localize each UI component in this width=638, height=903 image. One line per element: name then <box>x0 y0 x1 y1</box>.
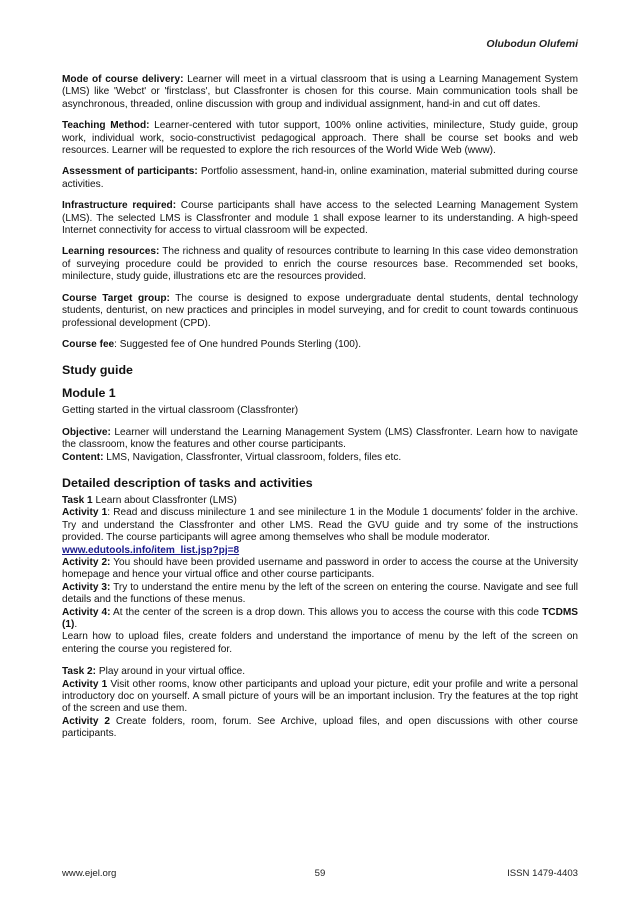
task2-activity1 <box>62 679 578 716</box>
task2-label: Task 2: <box>62 666 97 678</box>
resources-label: Learning resources: <box>62 246 160 258</box>
task1-activity4-text: At the center of the screen is a drop down. This allows you to access the course with this code <box>110 606 543 618</box>
task2-activity2-text: Create folders, room, forum. See Archive, upload files, and open discussions with other course participants. <box>62 715 578 740</box>
content-label: Content: <box>62 451 104 463</box>
footer-page-number: 59 <box>314 868 326 879</box>
task1-activity1-label: Activity 1 <box>62 507 108 519</box>
task1-activity4 <box>62 607 578 632</box>
task2-paragraph <box>62 666 578 678</box>
course-code-end: . <box>74 619 78 630</box>
task1-activity2-text: You should have been provided username and password in order to access the course at the University homepage and hence your virtual office and other course participants. <box>62 556 578 581</box>
content-text: LMS, Navigation, Classfronter, Virtual classroom, folders, files etc. <box>103 451 402 463</box>
infrastructure-text: Course participants shall have access to the selected Learning Management System (LMS). The selected LMS is Classfronter and module 1 shall expose learner to its understanding. A high-speed Internet connectivity for access to virtual classroom will be expected. <box>62 200 578 237</box>
fee-text: : Suggested fee of One hundred Pounds Sterling (100). <box>114 338 362 350</box>
task1-note: Learn how to upload files, create folders and understand the importance of menu by the left of the screen on entering the course you registered for. <box>62 631 578 655</box>
edutools-link[interactable]: www.edutools.info/item_list.jsp?pj=8 <box>62 544 240 556</box>
page <box>62 0 578 903</box>
teaching-paragraph <box>62 120 578 157</box>
course-code: TCDMS (1) <box>62 606 578 630</box>
infrastructure-paragraph <box>62 200 578 237</box>
task2-activity1-label: Activity 1 <box>62 678 108 690</box>
content-paragraph <box>62 452 578 464</box>
resources-text: The richness and quality of resources contribute to learning In this case video demonstration of surveying procedure could be provided to enrich the course resources base. Recommended set books, minilecture, study guide, illustrations etc are the resources provided. <box>62 246 578 283</box>
objective-paragraph <box>62 427 578 452</box>
study-guide-heading: Study guide <box>62 363 133 378</box>
task2-activity2 <box>62 716 578 741</box>
delivery-text: Learner will meet in a virtual classroom that is using a Learning Management System (LMS) like 'Webct' or 'firstclass', but Classfronter is chosen for this course. Main communication tools shall be asynchronous, threaded, online discussion with group and individual assignment, hand-in and cut off dates. <box>62 74 578 110</box>
infrastructure-label: Infrastructure required: <box>62 200 177 212</box>
task1-text: Learn about Classfronter (LMS) <box>92 494 237 506</box>
module-intro: Getting started in the virtual classroom (Classfronter) <box>62 405 299 417</box>
task2-activity2-label: Activity 2 <box>62 715 110 727</box>
task1-paragraph <box>62 495 578 507</box>
objective-text: Learner will understand the Learning Management System (LMS) Classfronter. Learn how to navigate the classroom, know the features and other course participants. <box>62 426 578 451</box>
task1-activity3-text: Try to understand the entire menu by the left of the screen on entering the course. Navigate and see full details and the functions of these menus. <box>62 581 579 606</box>
resources-paragraph <box>62 246 578 283</box>
assessment-paragraph <box>62 166 578 191</box>
fee-label: Course fee <box>62 338 115 350</box>
document-body <box>62 74 578 750</box>
fee-paragraph <box>62 339 578 351</box>
footer-website: www.ejel.org <box>62 868 117 879</box>
teaching-label: Teaching Method: <box>62 120 150 132</box>
task2-activity1-text: Visit other rooms, know other participants and upload your picture, edit your profile and write a personal introductory doc on yourself. A small picture of yours will be an important inclusion. Try the features at the top right of the screen and use them. <box>62 678 578 715</box>
task1-activity1-text: : Read and discuss minilecture 1 and see minilecture 1 in the Module 1 documents' folder in the archive. Try and understand the Classfronter and other LMS. Read the GVU guide and try some of the instructions provided. The course participants will agree among themselves who shall be module moderator. <box>62 507 578 544</box>
teaching-text: Learner-centered with tutor support, 100% online activities, minilecture, Study guide, group work, individual work, socio-constructivist pedagogical approach. There shall be course set books and web resources. Learner will be requested to explore the rich resources of the World Wide Web (www). <box>62 120 578 157</box>
objective-label: Objective: <box>62 426 111 438</box>
task2-text: Play around in your virtual office. <box>96 666 246 678</box>
tasks-heading: Detailed description of tasks and activities <box>62 475 313 490</box>
module-heading: Module 1 <box>62 386 116 401</box>
task1-label: Task 1 <box>62 494 93 506</box>
task1-activity2 <box>62 557 578 582</box>
footer-issn: ISSN 1479-4403 <box>507 868 578 879</box>
task1-activity3 <box>62 582 578 607</box>
task1-activity4-label: Activity 4: <box>62 606 111 618</box>
task1-activity2-label: Activity 2: <box>62 556 111 568</box>
target-label: Course Target group: <box>62 292 170 304</box>
running-header-author: Olubodun Olufemi <box>486 38 578 50</box>
task1-activity1 <box>62 507 578 557</box>
task1-activity3-label: Activity 3: <box>62 581 111 593</box>
target-text: The course is designed to expose undergraduate dental students, dental technology students, denturist, on new practices and principles in model surveying, and for credit to count towards continuous professional development (CPD). <box>62 292 578 329</box>
delivery-paragraph <box>62 74 578 111</box>
assessment-text: Portfolio assessment, hand-in, online examination, material submitted during course activities. <box>62 166 579 190</box>
delivery-label: Mode of course delivery: <box>62 74 184 85</box>
assessment-label: Assessment of participants: <box>62 166 198 178</box>
target-paragraph <box>62 293 578 330</box>
